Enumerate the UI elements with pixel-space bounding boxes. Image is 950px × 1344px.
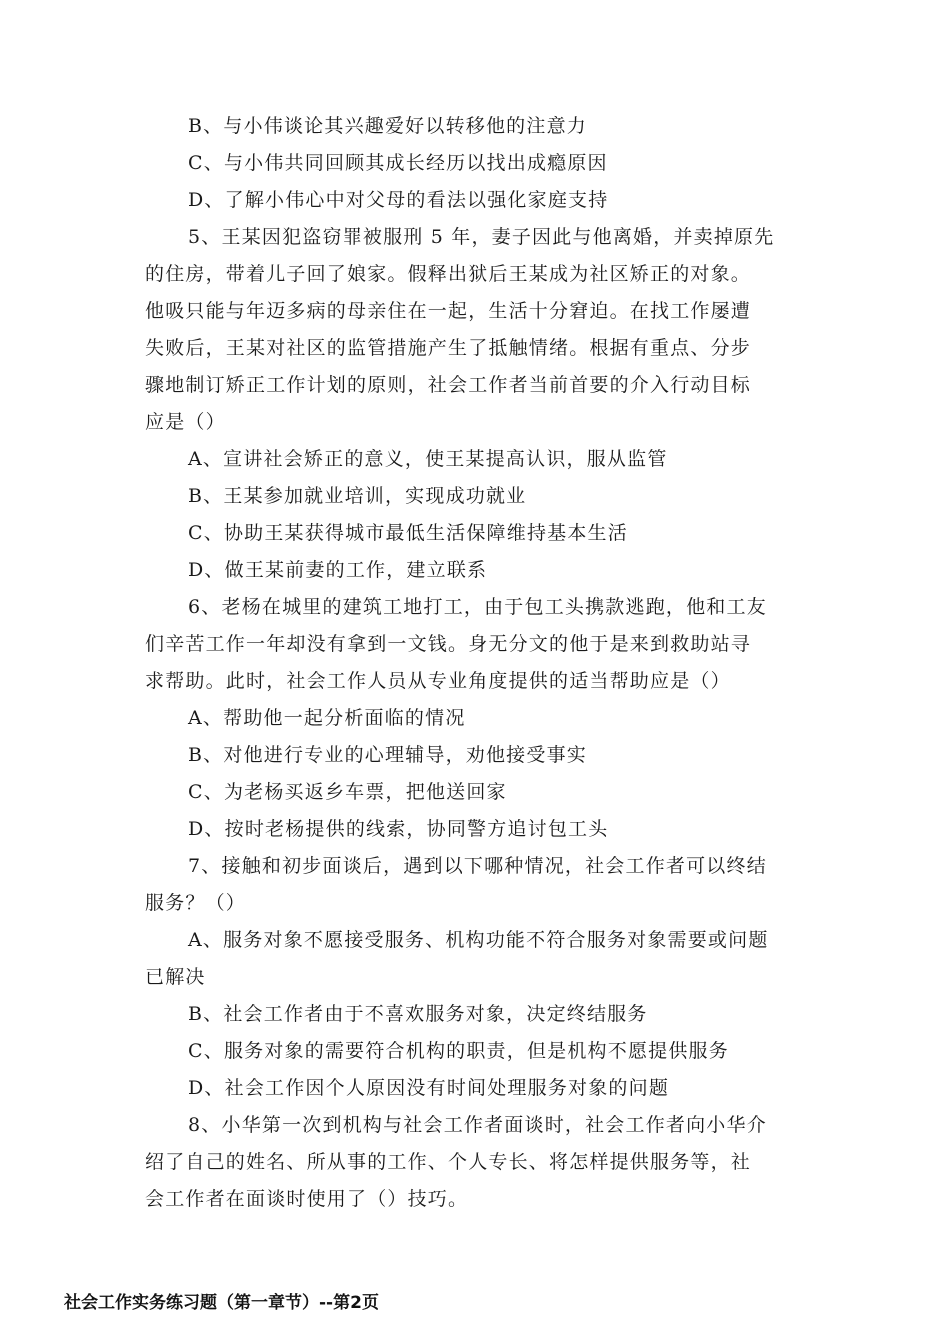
text-line: 他吸只能与年迈多病的母亲住在一起，生活十分窘迫。在找工作屡遭 [145,300,752,322]
text-line: C、为老杨买返乡车票，把他送回家 [188,781,507,803]
text-line: B、王某参加就业培训，实现成功就业 [188,485,527,507]
text-line: C、服务对象的需要符合机构的职责，但是机构不愿提供服务 [188,1040,729,1062]
text-line: 7、接触和初步面谈后，遇到以下哪种情况，社会工作者可以终结 [188,855,767,877]
text-line: 绍了自己的姓名、所从事的工作、个人专长、将怎样提供服务等，社 [145,1151,752,1173]
text-line: 服务？（） [145,892,247,914]
text-line: A、帮助他一起分析面临的情况 [188,707,466,729]
text-line: 们辛苦工作一年却没有拿到一文钱。身无分文的他于是来到救助站寻 [145,633,752,655]
text-line: 失败后，王某对社区的监管措施产生了抵触情绪。根据有重点、分步 [145,337,752,359]
page-footer: 社会工作实务练习题（第一章节）--第2页 [64,1293,379,1313]
text-line: 应是（） [145,411,226,433]
text-line: A、服务对象不愿接受服务、机构功能不符合服务对象需要或问题 [188,929,769,951]
text-line: 6、老杨在城里的建筑工地打工，由于包工头携款逃跑，他和工友 [188,596,767,618]
document-body [145,108,810,1218]
text-line: 8、小华第一次到机构与社会工作者面谈时，社会工作者向小华介 [188,1114,767,1136]
text-line: 已解决 [145,966,206,988]
text-line: D、社会工作因个人原因没有时间处理服务对象的问题 [188,1077,670,1099]
text-line: 的住房，带着儿子回了娘家。假释出狱后王某成为社区矫正的对象。 [145,263,752,285]
text-line: D、做王某前妻的工作，建立联系 [188,559,488,581]
text-line: D、了解小伟心中对父母的看法以强化家庭支持 [188,189,609,211]
text-line: A、宣讲社会矫正的意义，使王某提高认识，服从监管 [188,448,668,470]
text-line: D、按时老杨提供的线索，协同警方追讨包工头 [188,818,609,840]
text-line: B、对他进行专业的心理辅导，劝他接受事实 [188,744,587,766]
text-line: B、与小伟谈论其兴趣爱好以转移他的注意力 [188,115,587,137]
text-line: 骤地制订矫正工作计划的原则，社会工作者当前首要的介入行动目标 [145,374,752,396]
text-line: C、与小伟共同回顾其成长经历以找出成瘾原因 [188,152,608,174]
text-line: 5、王某因犯盗窃罪被服刑 5 年，妻子因此与他离婚，并卖掉原先 [188,226,775,248]
text-line: 求帮助。此时，社会工作人员从专业角度提供的适当帮助应是（） [145,670,731,692]
text-line: 会工作者在面谈时使用了（）技巧。 [145,1188,469,1210]
text-line: B、社会工作者由于不喜欢服务对象，决定终结服务 [188,1003,648,1025]
text-line: C、协助王某获得城市最低生活保障维持基本生活 [188,522,628,544]
